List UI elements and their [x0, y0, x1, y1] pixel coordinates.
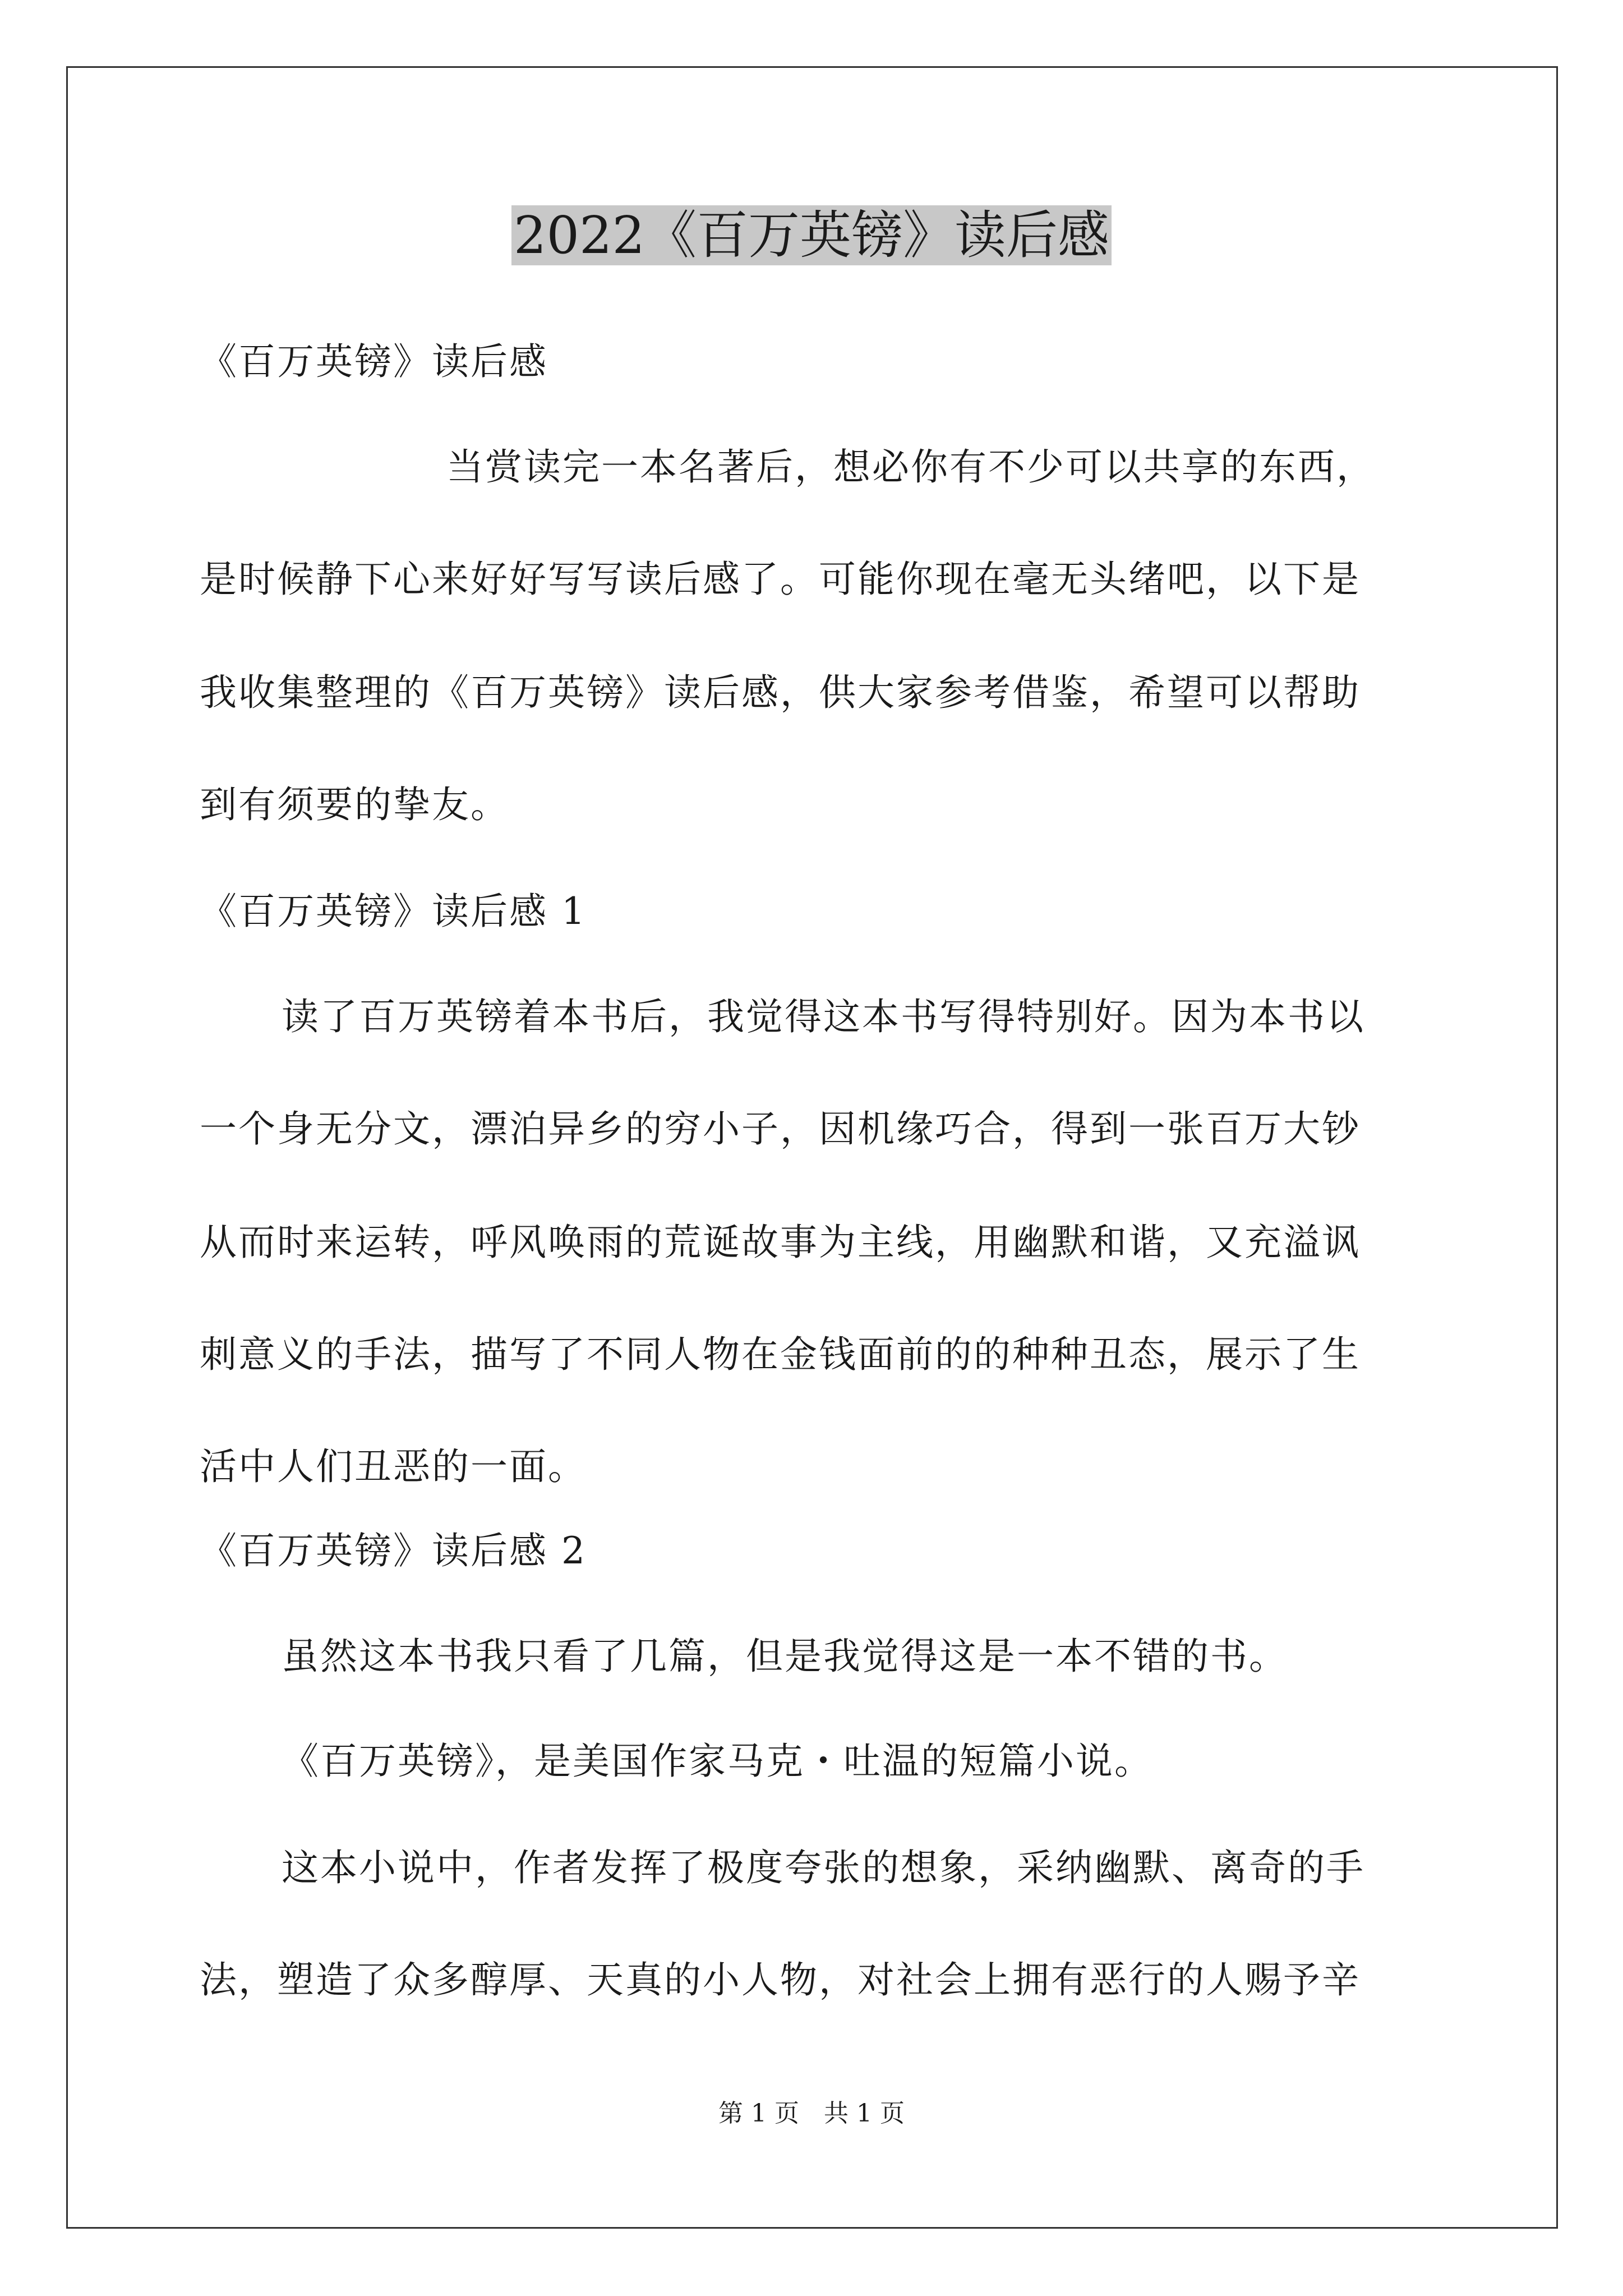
- document-title: [0, 197, 1623, 274]
- section-1-heading: 《百万英镑》读后感 1: [200, 890, 587, 933]
- section-2-line: 虽然这本书我只看了几篇，但是我觉得这是一本不错的书。: [282, 1635, 1288, 1678]
- section-2-line: 《百万英镑》，是美国作家马克・吐温的短篇小说。: [282, 1740, 1153, 1783]
- page-footer: 第 1 页 共 1 页: [718, 2099, 905, 2128]
- section-1-line: 读了百万英镑着本书后，我觉得这本书写得特别好。因为本书以: [282, 995, 1365, 1038]
- section-1-line: 活中人们丑恶的一面。: [200, 1445, 587, 1488]
- intro-heading: 《百万英镑》读后感: [200, 340, 548, 383]
- intro-line: 到有须要的挚友。: [200, 783, 509, 826]
- section-1-line: 刺意义的手法，描写了不同人物在金钱面前的的种种丑态，展示了生: [200, 1333, 1361, 1376]
- section-2-heading: 《百万英镑》读后感 2: [200, 1529, 587, 1572]
- document-title-text: 2022《百万英镑》读后感: [511, 205, 1112, 265]
- section-1-line: 从而时来运转，呼风唤雨的荒诞故事为主线，用幽默和谐，又充溢讽: [200, 1221, 1361, 1264]
- intro-line: 当赏读完一本名著后，想必你有不少可以共享的东西，: [446, 445, 1375, 489]
- intro-line: 我收集整理的《百万英镑》读后感，供大家参考借鉴，希望可以帮助: [200, 671, 1361, 714]
- section-2-line: 这本小说中，作者发挥了极度夸张的想象，采纳幽默、离奇的手: [282, 1846, 1365, 1889]
- section-1-line: 一个身无分文，漂泊异乡的穷小子，因机缘巧合，得到一张百万大钞: [200, 1107, 1361, 1151]
- section-2-line: 法，塑造了众多醇厚、天真的小人物，对社会上拥有恶行的人赐予辛: [200, 1958, 1361, 2001]
- intro-line: 是时候静下心来好好写写读后感了。可能你现在毫无头绪吧，以下是: [200, 558, 1361, 601]
